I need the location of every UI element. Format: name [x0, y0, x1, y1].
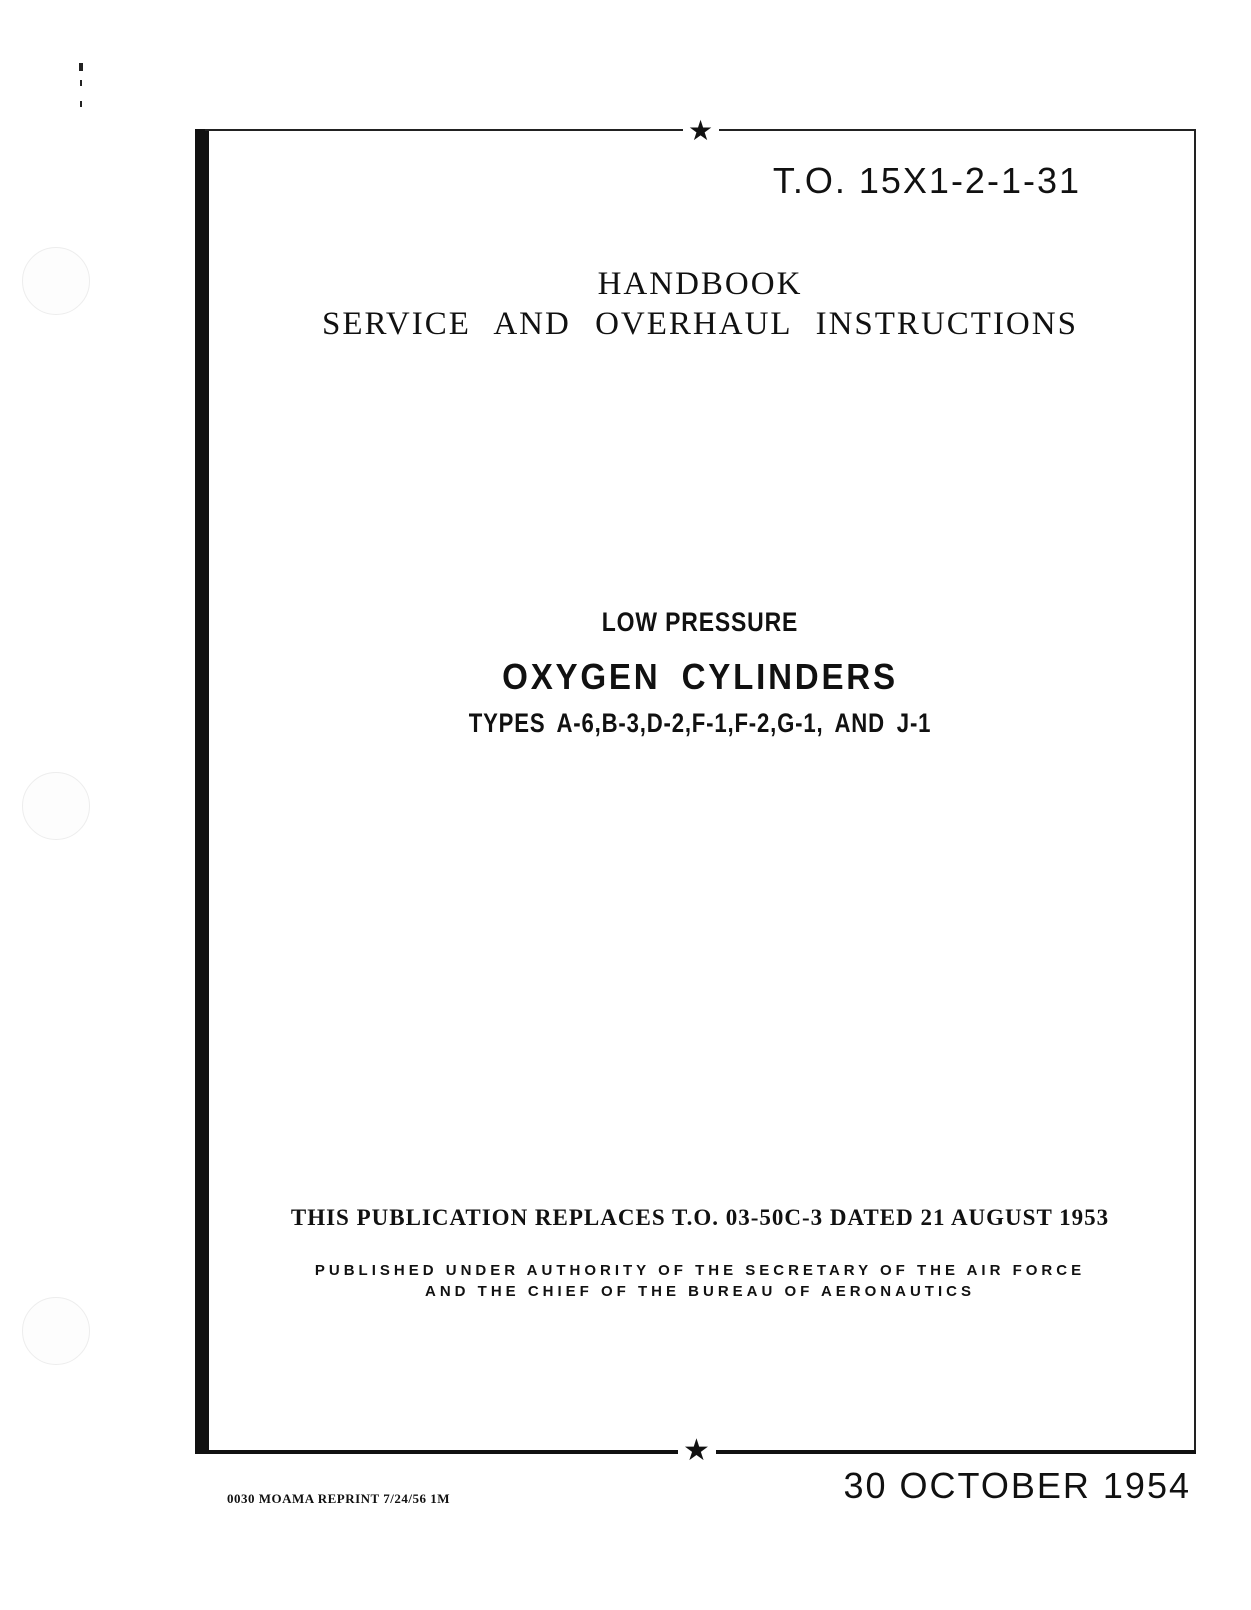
scan-speck [80, 80, 82, 86]
authority-line-2: AND THE CHIEF OF THE BUREAU OF AERONAUTICS [425, 1283, 975, 1300]
authority-line-1: PUBLISHED UNDER AUTHORITY OF THE SECRETARY OF THE AIR FORCE [314, 1262, 1086, 1279]
subject-oxygen-cylinders: OXYGEN CYLINDERS [502, 656, 898, 697]
title-service-overhaul: SERVICE AND OVERHAUL INSTRUCTIONS [322, 306, 1078, 342]
frame-bottom-border-left [195, 1450, 678, 1454]
scan-speck [79, 63, 83, 71]
top-star-icon: ★ [688, 114, 714, 147]
scan-speck [80, 101, 82, 107]
bottom-star-icon: ★ [683, 1433, 710, 1468]
punch-hole-middle [22, 772, 90, 840]
title-handbook: HANDBOOK [597, 266, 803, 302]
frame-top-border-right [719, 129, 1195, 131]
frame-bottom-border-right [716, 1450, 1196, 1454]
punch-hole-bottom [22, 1297, 90, 1365]
subject-types: TYPES A-6,B-3,D-2,F-1,F-2,G-1, AND J-1 [468, 708, 932, 738]
frame-top-border-left [205, 129, 683, 131]
technical-order-number: T.O. 15X1-2-1-31 [772, 160, 1081, 201]
replacement-notice: THIS PUBLICATION REPLACES T.O. 03-50C-3 DATED 21 AUGUST 1953 [290, 1205, 1110, 1230]
publication-date: 30 OCTOBER 1954 [843, 1465, 1191, 1506]
reprint-note: 0030 MOAMA REPRINT 7/24/56 1M [227, 1491, 450, 1506]
subject-low-pressure: LOW PRESSURE [601, 607, 799, 637]
